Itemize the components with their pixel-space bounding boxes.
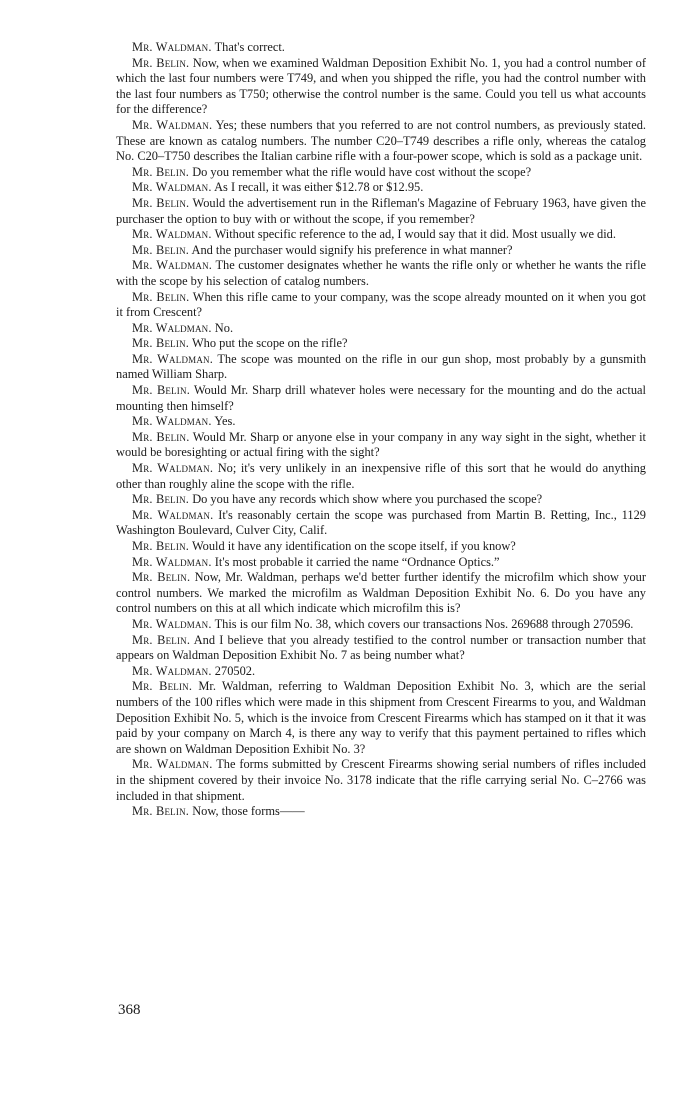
testimony-text: When this rifle came to your company, was the scope already mounted on it when you got it from Crescent? bbox=[116, 289, 646, 320]
testimony-text: Mr. Waldman, referring to Waldman Deposition Exhibit No. 3, which are the serial numbers of the 100 rifles which were made in this shipment from Crescent Firearms to you, and Waldman Deposition Exhibit No. 5, which is the invoice from Crescent Firearms which has stamped on it that it was paid by your company on March 4, is there any way to verify that this payment pertained to rifles which are shown on Waldman Deposition Exhibit No. 3? bbox=[116, 679, 646, 756]
speaker-name: Mr. Waldman. bbox=[132, 414, 212, 429]
testimony-text: Now, Mr. Waldman, perhaps we'd better further identify the microfilm which show your control numbers. We marked the microfilm as Waldman Deposition Exhibit No. 6. Do you have any control numbers on this at all which indicate which microfilm this is? bbox=[116, 570, 646, 616]
testimony-paragraph bbox=[116, 290, 646, 321]
testimony-text: As I recall, it was either $12.78 or $12.95. bbox=[214, 180, 424, 195]
testimony-text: Would Mr. Sharp drill whatever holes were necessary for the mounting and do the actual mounting then himself? bbox=[116, 383, 646, 413]
speaker-name: Mr. Waldman. bbox=[132, 663, 212, 678]
speaker-name: Mr. Belin. bbox=[132, 242, 190, 257]
testimony-text: That's correct. bbox=[214, 40, 285, 54]
speaker-name: Mr. Waldman. bbox=[132, 616, 212, 631]
speaker-name: Mr. Belin. bbox=[132, 383, 191, 398]
testimony-text: It's most probable it carried the name “Ordnance Optics.” bbox=[214, 554, 500, 569]
testimony-paragraph bbox=[116, 352, 646, 383]
testimony-paragraph bbox=[116, 757, 646, 804]
testimony-paragraph bbox=[116, 227, 646, 243]
testimony-paragraph bbox=[116, 617, 646, 633]
testimony-text: Yes; these numbers that you referred to are not control numbers, as previously stated. These are known as catalog numbers. The number C20–T749 describes a rifle only, whereas the catalog No. C20–T750 describes the Italian carbine rifle with a four-power scope, which is sold as a package unit. bbox=[116, 117, 647, 164]
testimony-text: Without specific reference to the ad, I would say that it did. Most usually we did. bbox=[214, 227, 616, 242]
testimony-paragraph bbox=[116, 383, 646, 414]
testimony-paragraph bbox=[116, 196, 646, 227]
testimony-paragraph bbox=[116, 336, 646, 352]
testimony-text: Would Mr. Sharp or anyone else in your company in any way sight in the sight, whether it would be boresighting or actual firing with the sight? bbox=[116, 429, 646, 460]
speaker-name: Mr. Waldman. bbox=[132, 320, 212, 335]
testimony-text: The customer designates whether he wants the rifle only or whether he wants the rifle with the scope by his selection of catalog numbers. bbox=[116, 258, 647, 288]
testimony-paragraph bbox=[116, 414, 646, 430]
speaker-name: Mr. Waldman. bbox=[132, 757, 213, 772]
testimony-paragraph bbox=[116, 633, 646, 664]
testimony-text: Now, those forms—— bbox=[192, 804, 305, 819]
speaker-name: Mr. Waldman. bbox=[132, 40, 212, 54]
testimony-text: This is our film No. 38, which covers our transactions Nos. 269688 through 270596. bbox=[214, 616, 634, 631]
testimony-text: Now, when we examined Waldman Deposition Exhibit No. 1, you had a control number of which the last four numbers were T749, and when you shipped the rifle, you had the control number with the last four numbers as T750; otherwise the control number is the same. Could you tell us what accounts for the difference? bbox=[116, 55, 646, 117]
speaker-name: Mr. Belin. bbox=[132, 429, 190, 444]
testimony-text: And the purchaser would signify his preference in what manner? bbox=[191, 242, 513, 257]
speaker-name: Mr. Belin. bbox=[132, 336, 190, 351]
speaker-name: Mr. Waldman. bbox=[132, 461, 214, 476]
speaker-name: Mr. Belin. bbox=[132, 289, 190, 304]
speaker-name: Mr. Belin. bbox=[132, 539, 190, 553]
testimony-text: Do you remember what the rifle would have cost without the scope? bbox=[192, 164, 532, 179]
speaker-name: Mr. Waldman. bbox=[132, 258, 213, 273]
speaker-name: Mr. Belin. bbox=[132, 804, 190, 819]
speaker-name: Mr. Belin. bbox=[132, 570, 191, 585]
speaker-name: Mr. Waldman. bbox=[132, 554, 212, 569]
speaker-name: Mr. Waldman. bbox=[132, 351, 214, 366]
testimony-paragraph bbox=[116, 430, 646, 461]
testimony-paragraph bbox=[116, 492, 646, 508]
testimony-text: Who put the scope on the rifle? bbox=[191, 336, 348, 351]
speaker-name: Mr. Waldman. bbox=[132, 507, 214, 522]
speaker-name: Mr. Belin. bbox=[132, 164, 190, 179]
testimony-paragraph bbox=[116, 570, 646, 617]
speaker-name: Mr. Waldman. bbox=[132, 117, 213, 132]
testimony-paragraph bbox=[116, 508, 646, 539]
speaker-name: Mr. Belin. bbox=[132, 492, 190, 507]
testimony-paragraph bbox=[116, 664, 646, 680]
testimony-paragraph bbox=[116, 40, 646, 56]
speaker-name: Mr. Waldman. bbox=[132, 227, 212, 242]
speaker-name: Mr. Belin. bbox=[132, 55, 190, 70]
testimony-paragraph bbox=[116, 165, 646, 181]
testimony-text: Yes. bbox=[214, 414, 236, 429]
speaker-name: Mr. Belin. bbox=[132, 679, 193, 694]
testimony-paragraph bbox=[116, 539, 646, 555]
testimony-text: The scope was mounted on the rifle in our gun shop, most probably by a gunsmith named William Sharp. bbox=[116, 351, 647, 382]
testimony-page bbox=[116, 40, 646, 820]
testimony-text: Would it have any identification on the scope itself, if you know? bbox=[191, 539, 516, 553]
testimony-paragraph bbox=[116, 258, 646, 289]
testimony-text: No. bbox=[214, 320, 234, 335]
testimony-paragraph bbox=[116, 679, 646, 757]
testimony-text: No; it's very unlikely in an inexpensive rifle of this sort that he would do anything other than roughly aline the scope with the rifle. bbox=[116, 461, 646, 491]
testimony-text: It's reasonably certain the scope was purchased from Martin B. Retting, Inc., 1129 Washington Boulevard, Culver City, Calif. bbox=[116, 507, 646, 538]
speaker-name: Mr. Belin. bbox=[132, 632, 191, 647]
speaker-name: Mr. Waldman. bbox=[132, 180, 212, 195]
page-number: 368 bbox=[118, 1002, 141, 1018]
testimony-paragraph bbox=[116, 461, 646, 492]
testimony-paragraph bbox=[116, 321, 646, 337]
testimony-text: 270502. bbox=[214, 663, 256, 678]
testimony-paragraph bbox=[116, 555, 646, 571]
speaker-name: Mr. Belin. bbox=[132, 195, 190, 210]
testimony-paragraph bbox=[116, 243, 646, 259]
testimony-paragraph bbox=[116, 804, 646, 820]
testimony-text: And I believe that you already testified to the control number or transaction number that appears on Waldman Deposition Exhibit No. 7 as being number what? bbox=[116, 632, 646, 663]
testimony-text: Would the advertisement run in the Rifleman's Magazine of February 1963, have given the purchaser the option to buy with or without the scope, if you remember? bbox=[116, 195, 646, 226]
testimony-paragraph bbox=[116, 180, 646, 196]
testimony-paragraph bbox=[116, 56, 646, 118]
testimony-text: Do you have any records which show where you purchased the scope? bbox=[192, 492, 543, 507]
testimony-text: The forms submitted by Crescent Firearms showing serial numbers of rifles included in the shipment covered by their invoice No. 3178 indicate that the rifle carrying serial No. C–2766 was included in that shipment. bbox=[116, 757, 646, 803]
testimony-paragraph bbox=[116, 118, 646, 165]
